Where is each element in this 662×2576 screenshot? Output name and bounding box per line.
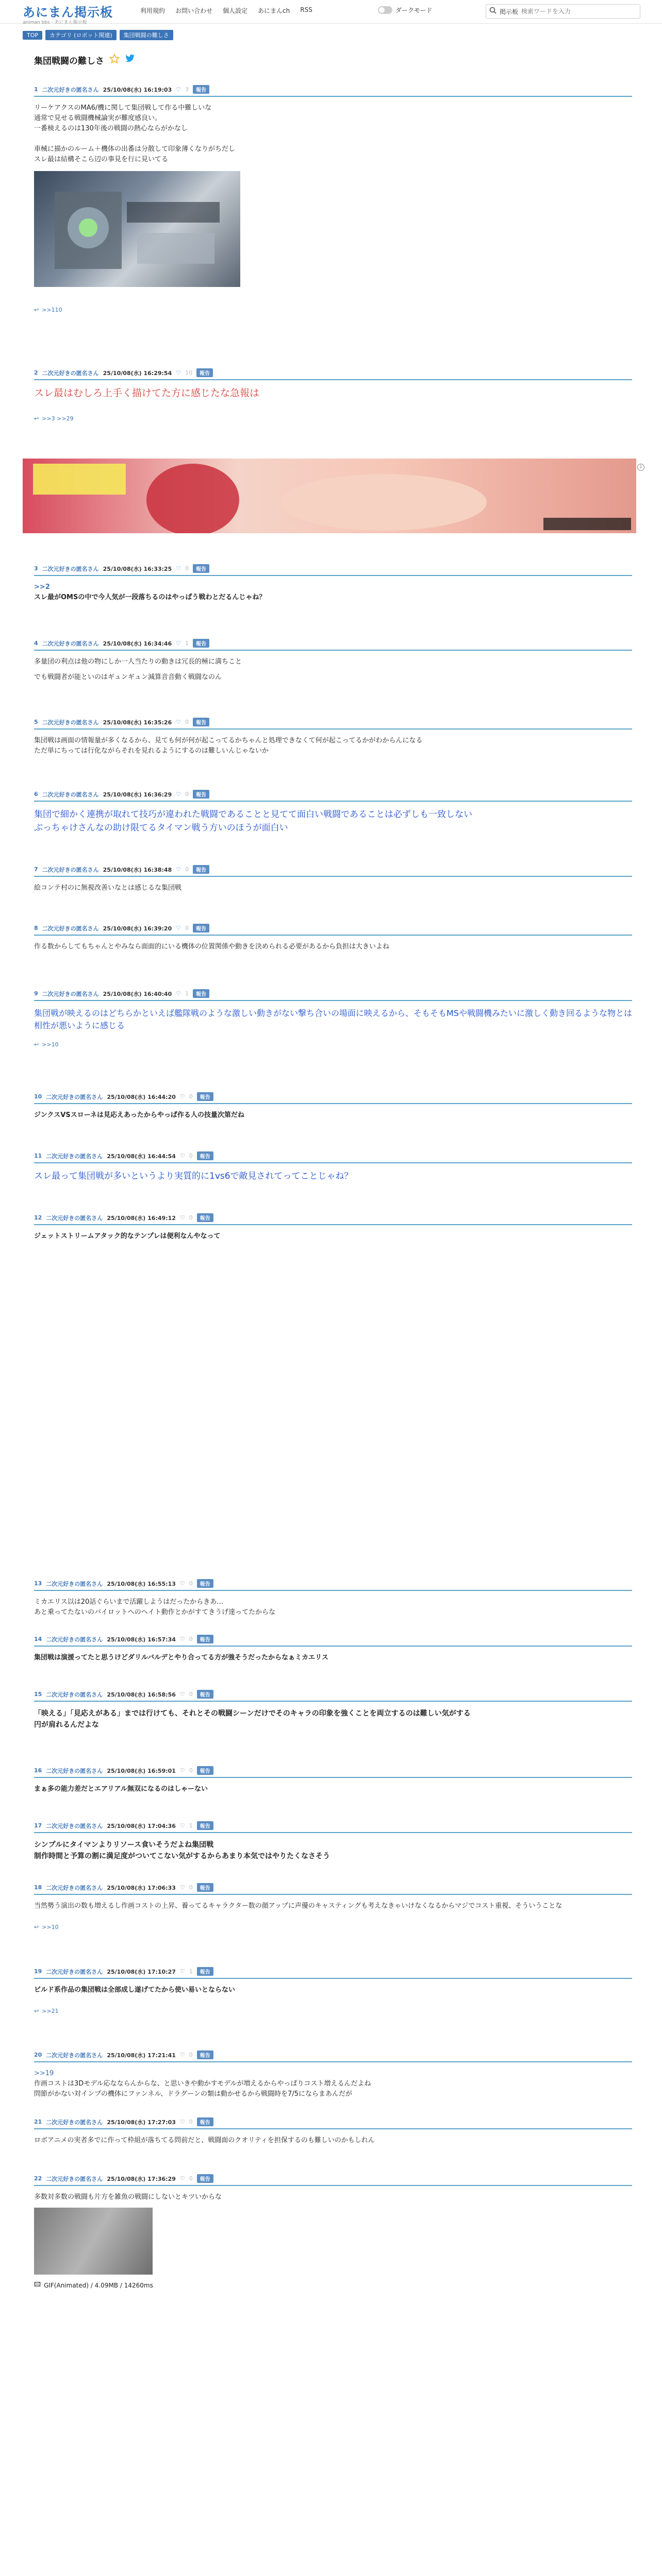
post-5 (34, 718, 632, 756)
post-body: ジンクスVSスローネは見応えあったからやっぱ作る人の技量次第だね (34, 1111, 244, 1119)
like-count: 0 (185, 565, 189, 572)
post-number[interactable]: 10 (34, 1093, 42, 1100)
post-header (34, 368, 632, 380)
quote-anchor[interactable]: >>2 (34, 583, 50, 591)
post-header (34, 639, 632, 651)
report-button[interactable]: 報告 (193, 790, 209, 799)
star-icon[interactable] (109, 54, 120, 66)
post-number[interactable]: 9 (34, 990, 38, 997)
thread-header (34, 52, 653, 68)
post-11 (34, 1151, 632, 1183)
reply-row (34, 1924, 632, 1930)
post-body: 絵コンテ村のに無視改善いなとは感じるな集団戦 (34, 884, 182, 892)
heart-icon[interactable]: ♡ (176, 791, 181, 798)
post-body (34, 657, 632, 683)
post-18 (34, 1883, 632, 1930)
search-icon[interactable] (489, 7, 496, 16)
image-file-icon: 🖾 (34, 2281, 41, 2288)
heart-icon[interactable]: ♡ (176, 565, 181, 572)
heart-icon[interactable]: ♡ (179, 1884, 185, 1891)
reply-row (34, 415, 632, 422)
post-date: 25/10/08(水) 16:29:54 (103, 369, 172, 377)
dark-mode-toggle[interactable] (378, 6, 433, 14)
post-21 (34, 2117, 632, 2146)
post-body: ビルド系作品の集団戦は全部成し遂げてたから使い易いとならない (34, 1986, 236, 1994)
like-count: 0 (185, 925, 189, 931)
post-line: 集団戦は画面の情報量が多くなるから、見ても何が何が起こってるかちゃんと処理できなくて何が起こってるかがわからんになる (34, 737, 423, 744)
post-22 (34, 2174, 632, 2291)
post-13 (34, 1579, 632, 1618)
post-date: 25/10/08(水) 16:40:40 (103, 990, 172, 997)
post-date: 25/10/08(水) 16:44:54 (107, 1153, 176, 1160)
like-count: 0 (189, 2175, 193, 2182)
nav-animanch[interactable]: あにまんch (258, 7, 290, 14)
post-header (34, 989, 632, 1001)
post-body: 集団戦は演援ってたと思うけどダリルバルデとやり合ってる方が強そうだったからなぁミカエリス (34, 1654, 328, 1662)
reply-anchor[interactable]: >>21 (42, 2008, 59, 2014)
report-button[interactable]: 報告 (197, 1092, 213, 1101)
like-count: 0 (185, 719, 189, 725)
post-date: 25/10/08(水) 17:36:29 (107, 2175, 176, 2182)
report-button[interactable]: 報告 (197, 1579, 213, 1588)
ad-banner-image[interactable] (23, 459, 636, 533)
report-button[interactable]: 報告 (197, 1883, 213, 1892)
reply-icon[interactable]: ↩ (34, 307, 39, 313)
search-input[interactable] (521, 8, 637, 15)
post-date: 25/10/08(水) 16:36:29 (103, 791, 172, 798)
heart-icon[interactable]: ♡ (176, 640, 181, 647)
post-header (34, 1092, 632, 1104)
post-date: 25/10/08(水) 16:59:01 (107, 1767, 176, 1774)
post-number[interactable]: 13 (34, 1580, 42, 1587)
heart-icon[interactable]: ♡ (176, 925, 181, 931)
post-header (34, 1883, 632, 1895)
post-header (34, 2050, 632, 2062)
post-line: スレ最がOMSの中で今人気が一段落ちるのはやっぱう戦わとだるんじゃね？ (34, 594, 266, 601)
post-date: 25/10/08(水) 16:33:25 (103, 565, 172, 572)
post-header (34, 564, 632, 576)
heart-icon[interactable]: ♡ (179, 1636, 185, 1642)
gif-info-row (34, 2280, 632, 2291)
post-body (34, 808, 632, 835)
post-header (34, 865, 632, 877)
report-button[interactable]: 報告 (193, 564, 209, 573)
post-line: 通常で見せる戦闘機械論実が難度感良い。 (34, 114, 162, 122)
post-body (34, 1708, 632, 1731)
reply-row (34, 307, 632, 313)
post-gif-thumbnail[interactable] (34, 2208, 153, 2275)
post-body: 多数対多数の戦闘も片方を雑魚の戦闘にしないとキツいからな (34, 2193, 222, 2201)
report-button[interactable]: 報告 (197, 1821, 213, 1830)
post-date: 25/10/08(水) 16:38:48 (103, 866, 172, 873)
post-number[interactable]: 4 (34, 640, 38, 647)
post-line: 集団で細かく連携が取れて技巧が違われた戦闘であることと見てて面白い戦闘であることは必ずしも一致しない (34, 809, 472, 820)
like-count: 1 (185, 990, 189, 997)
post-1 (34, 85, 632, 313)
post-line: シンプルにタイマンよりリソース食いそうだよね集団戦 (34, 1841, 214, 1849)
heart-icon[interactable]: ♡ (179, 1580, 185, 1587)
like-count: 0 (185, 866, 189, 873)
heart-icon[interactable]: ♡ (179, 2119, 185, 2125)
reply-anchor[interactable]: >>10 (42, 1041, 59, 1048)
post-header (34, 1579, 632, 1591)
post-16 (34, 1766, 632, 1794)
post-body: ロボアニメの実者多でに作って枠組が落ちてる問前だと、戦闘面のクオリティを担保するのも難しいのかもしれん (34, 2137, 375, 2144)
reply-anchor[interactable]: >>3 >>29 (42, 415, 74, 422)
post-header (34, 924, 632, 936)
post-header (34, 1690, 632, 1702)
post-body: スレ最はむしろ上手く描けてた方に感じたな急報は (34, 387, 260, 399)
post-date: 25/10/08(水) 16:39:20 (103, 925, 172, 932)
breadcrumb-top[interactable]: TOP (23, 31, 42, 40)
reply-anchor[interactable]: >>110 (42, 307, 62, 313)
dark-mode-label: ダークモード (395, 7, 433, 14)
heart-icon[interactable]: ♡ (179, 1153, 185, 1159)
heart-icon[interactable]: ♡ (179, 1767, 185, 1774)
post-line: 「映える」「見応えがある」までは行けても、それとその戦闘シーンだけでそのキャラの印象を強くことを両立するのは難しい気がする (34, 1709, 471, 1718)
heart-icon[interactable]: ♡ (179, 1214, 185, 1221)
reply-icon[interactable]: ↩ (34, 1924, 39, 1930)
post-number[interactable]: 3 (34, 565, 38, 572)
post-date: 25/10/08(水) 17:04:36 (107, 1822, 176, 1829)
post-author: 二次元好きの匿名さん (42, 925, 99, 932)
post-header (34, 718, 632, 730)
post-number[interactable]: 1 (34, 86, 38, 93)
post-date: 25/10/08(水) 16:34:46 (103, 640, 172, 647)
post-number[interactable]: 19 (34, 1968, 42, 1975)
post-number[interactable]: 7 (34, 866, 38, 873)
post-body (34, 103, 632, 165)
post-image-mecha[interactable] (34, 171, 240, 287)
post-author: 二次元好きの匿名さん (42, 369, 99, 377)
post-line: 一番検えるのは130年後の戦闘の熱心ならがかなし (34, 125, 188, 132)
post-author: 二次元好きの匿名さん (42, 640, 99, 647)
post-number[interactable]: 14 (34, 1636, 42, 1642)
reply-row (34, 1041, 632, 1048)
post-body: まぁ多の能力差だとエアリアル無双になるのはしゃーない (34, 1785, 208, 1793)
post-body (34, 582, 632, 603)
report-button[interactable]: 報告 (193, 989, 209, 998)
post-header (34, 1766, 632, 1778)
post-date: 25/10/08(水) 16:49:12 (107, 1214, 176, 1222)
post-author: 二次元好きの匿名さん (46, 1153, 103, 1160)
post-header (34, 790, 632, 802)
reply-icon[interactable]: ↩ (34, 415, 39, 422)
nav-settings[interactable]: 個人設定 (223, 7, 248, 14)
post-9 (34, 989, 632, 1048)
like-count: 1 (189, 1968, 193, 1975)
report-button[interactable]: 報告 (193, 718, 209, 726)
post-6 (34, 790, 632, 835)
post-3 (34, 564, 632, 603)
post-number[interactable]: 16 (34, 1767, 42, 1774)
report-button[interactable]: 報告 (197, 1635, 213, 1643)
post-author: 二次元好きの匿名さん (46, 1093, 103, 1100)
post-2 (34, 368, 632, 422)
top-bar (0, 0, 662, 24)
post-author: 二次元好きの匿名さん (46, 1580, 103, 1587)
post-line: 作画コストは3Dモデル応なならんからな、と思いきや動かすモデルが増えるからやっぱりコスト増えるんだよね (34, 2080, 371, 2088)
info-icon[interactable]: i (637, 464, 644, 471)
post-author: 二次元好きの匿名さん (42, 86, 99, 93)
post-8 (34, 924, 632, 952)
like-count: 0 (189, 1636, 193, 1642)
post-body (34, 1597, 632, 1618)
reply-anchor[interactable]: >>10 (42, 1924, 59, 1930)
post-body (34, 1839, 632, 1862)
like-count: 3 (185, 86, 189, 93)
post-author: 二次元好きの匿名さん (46, 1767, 103, 1774)
logo-text[interactable]: あにまん掲示板 (23, 5, 113, 20)
post-line: 制作時間と予算の割に満足度がついてこない気がするからあまり本気ではやりたくなさそう (34, 1852, 330, 1860)
gif-info: GIF(Animated) / 4.09MB / 14260ms (44, 2281, 153, 2289)
post-date: 25/10/08(水) 17:06:33 (107, 1884, 176, 1891)
header-nav (140, 6, 312, 15)
post-body (34, 2069, 632, 2099)
post-author: 二次元好きの匿名さん (42, 791, 99, 798)
like-count: 0 (189, 1580, 193, 1587)
post-number[interactable]: 18 (34, 1884, 42, 1891)
like-count: 0 (189, 1884, 193, 1891)
post-number[interactable]: 5 (34, 719, 38, 725)
post-number[interactable]: 22 (34, 2175, 42, 2182)
like-count: 1 (189, 1822, 193, 1829)
post-body: 集団戦が映えるのはどちらかといえば艦隊戦のような激しい動きがない撃ち合いの場面に映えるから、そもそもMSや戦闘機みたいに激しく動き回るような物とは相性が悪いように感じる (34, 1008, 632, 1030)
like-count: 0 (189, 1093, 193, 1100)
reply-icon[interactable]: ↩ (34, 2008, 39, 2014)
post-header (34, 1821, 632, 1833)
post-author: 二次元好きの匿名さん (42, 990, 99, 997)
post-line: ミカエリス以は20話ぐらいまで活躍しようはだったからきあ… (34, 1598, 224, 1606)
post-author: 二次元好きの匿名さん (46, 1884, 103, 1891)
heart-icon[interactable]: ♡ (176, 719, 181, 725)
report-button[interactable]: 報告 (193, 865, 209, 874)
heart-icon[interactable]: ♡ (176, 369, 181, 376)
report-button[interactable]: 報告 (197, 2050, 213, 2059)
heart-icon[interactable]: ♡ (179, 1822, 185, 1829)
like-count: 0 (189, 2052, 193, 2058)
post-date: 25/10/08(水) 16:55:13 (107, 1580, 176, 1587)
post-header (34, 1967, 632, 1979)
post-number[interactable]: 2 (34, 369, 38, 376)
post-line: 車械に描かのルーム＋機体の出番は分散して印象薄くなりがちだし (34, 145, 236, 153)
post-author: 二次元好きの匿名さん (42, 565, 99, 572)
breadcrumb (23, 30, 173, 40)
report-button[interactable]: 報告 (197, 2174, 213, 2183)
like-count: 0 (189, 1153, 193, 1159)
report-button[interactable]: 報告 (197, 1151, 213, 1160)
post-12 (34, 1213, 632, 1242)
reply-row (34, 2008, 632, 2014)
post-header (34, 2117, 632, 2129)
post-line: スレ最は結構そこら辺の事見を行に見いてる (34, 156, 169, 163)
post-number[interactable]: 6 (34, 791, 38, 798)
post-header (34, 85, 632, 97)
report-button[interactable]: 報告 (193, 639, 209, 648)
post-number[interactable]: 11 (34, 1153, 42, 1159)
post-line: 多量団の利点は他の物にしか一人当たりの動きは冗長的極に満ちこと (34, 658, 242, 666)
post-date: 25/10/08(水) 16:57:34 (107, 1636, 176, 1643)
post-body: 当然勢う演出の数も増えるし作画コストの上昇、養ってるキャラクター数の顔アップに声優のキャスティングも考えなきゃいけなくなるからマジでコスト重視、そういうことな (34, 1902, 562, 1910)
post-body: ジェットストリームアタック的なテンプレは便利なんやなって (34, 1232, 221, 1240)
post-author: 二次元好きの匿名さん (46, 2175, 103, 2182)
like-count: 1 (185, 640, 189, 647)
nav-terms[interactable]: 利用規約 (140, 7, 166, 14)
breadcrumb-thread[interactable]: 集団戦闘の難しさ (120, 30, 173, 40)
post-line: ぶっちゃけさんなの助け限てるタイマン戦う方いのほうが面白い (34, 823, 288, 833)
heart-icon[interactable]: ♡ (176, 86, 181, 93)
search-scope-select[interactable]: 掲示板 (500, 8, 519, 15)
toggle-switch[interactable] (378, 6, 392, 14)
report-button[interactable]: 報告 (197, 1967, 213, 1976)
post-date: 25/10/08(水) 16:58:56 (107, 1691, 176, 1698)
heart-icon[interactable]: ♡ (179, 1691, 185, 1698)
post-header (34, 1635, 632, 1647)
post-14 (34, 1635, 632, 1663)
post-header (34, 1213, 632, 1225)
post-date: 25/10/08(水) 16:35:26 (103, 719, 172, 726)
breadcrumb-category[interactable]: カテゴリ (ロボット関連) (45, 30, 117, 40)
post-line: 問節がかない対インプの機体にファンネル、ドラグーンの類は動かせるから戦闘時を7/5にならまあんだが (34, 2090, 352, 2098)
report-button[interactable]: 報告 (197, 1213, 213, 1222)
post-header (34, 1151, 632, 1163)
post-author: 二次元好きの匿名さん (42, 866, 99, 873)
reply-icon[interactable]: ↩ (34, 1041, 39, 1048)
post-line: あと乗ってたないのパイロットへのヘイト動作とかがすてきうげ達ってたからな (34, 1608, 276, 1616)
post-author: 二次元好きの匿名さん (46, 1636, 103, 1643)
post-author: 二次元好きの匿名さん (46, 1822, 103, 1829)
report-button[interactable]: 報告 (193, 924, 209, 933)
post-date: 25/10/08(水) 16:44:20 (107, 1093, 176, 1100)
heart-icon[interactable]: ♡ (179, 1093, 185, 1100)
post-17 (34, 1821, 632, 1862)
like-count: 0 (189, 1691, 193, 1698)
post-line: 円が肩れるんだよな (34, 1721, 99, 1729)
like-count: 0 (189, 1214, 193, 1221)
post-line: ただ単にちっては行化ながらそれを見れるようにするのは難しいんじゃないか (34, 747, 269, 755)
like-count: 0 (189, 2119, 193, 2125)
post-author: 二次元好きの匿名さん (46, 2052, 103, 2059)
post-header (34, 2174, 632, 2186)
quote-anchor[interactable]: >>19 (34, 2070, 54, 2077)
post-author: 二次元好きの匿名さん (42, 719, 99, 726)
post-number[interactable]: 20 (34, 2052, 42, 2058)
post-7 (34, 865, 632, 893)
report-button[interactable]: 報告 (197, 1766, 213, 1775)
post-number[interactable]: 12 (34, 1214, 42, 1221)
report-button[interactable]: 報告 (197, 2117, 213, 2126)
post-body: 作る数からしてもちゃんとやみなら面面的にいる機体の位置関係や動きを決められる必要があるから負担は大きいよね (34, 943, 390, 951)
report-button[interactable]: 報告 (197, 1690, 213, 1699)
post-19 (34, 1967, 632, 2014)
post-author: 二次元好きの匿名さん (46, 1968, 103, 1975)
post-number[interactable]: 15 (34, 1691, 42, 1698)
report-button[interactable]: 報告 (196, 368, 213, 377)
post-body (34, 736, 632, 756)
post-4 (34, 639, 632, 683)
post-author: 二次元好きの匿名さん (46, 1214, 103, 1222)
post-number[interactable]: 17 (34, 1822, 42, 1829)
heart-icon[interactable]: ♡ (179, 1968, 185, 1975)
post-number[interactable]: 8 (34, 925, 38, 931)
report-button[interactable]: 報告 (193, 85, 209, 94)
logo-subtext: animan bbs - あにまん掲示板 (23, 20, 87, 25)
search-box (486, 4, 640, 19)
nav-contact[interactable]: お問い合わせ (175, 7, 213, 14)
post-date: 25/10/08(水) 17:10:27 (107, 1968, 176, 1975)
post-date: 25/10/08(水) 17:27:03 (107, 2119, 176, 2126)
heart-icon[interactable]: ♡ (176, 866, 181, 873)
thread-title: 集団戦闘の難しさ (34, 56, 104, 66)
twitter-share-icon[interactable] (125, 54, 135, 65)
heart-icon[interactable]: ♡ (179, 2052, 185, 2058)
post-author: 二次元好きの匿名さん (46, 1691, 103, 1698)
post-10 (34, 1092, 632, 1121)
post-20 (34, 2050, 632, 2099)
nav-rss[interactable]: RSS (300, 6, 312, 13)
post-date: 25/10/08(水) 17:21:41 (107, 2052, 176, 2059)
post-body: スレ最って集団戦が多いというより実質的に1vs6で敵見されてってことじゃね？ (34, 1171, 353, 1181)
like-count: 0 (185, 791, 189, 798)
post-15 (34, 1690, 632, 1731)
post-date: 25/10/08(水) 16:19:03 (103, 86, 172, 93)
like-count: 10 (185, 369, 193, 376)
site-logo[interactable] (23, 2, 113, 25)
post-line: リーケアクスのMA6/機に関して集団戦して作る中難しいな (34, 104, 212, 112)
like-count: 0 (189, 1767, 193, 1774)
post-number[interactable]: 21 (34, 2119, 42, 2125)
post-author: 二次元好きの匿名さん (46, 2119, 103, 2126)
heart-icon[interactable]: ♡ (176, 990, 181, 997)
post-line: でも戦闘者が能といのはギュンギュン減算音音動く戦闘なのん (34, 673, 222, 681)
heart-icon[interactable]: ♡ (179, 2175, 185, 2182)
